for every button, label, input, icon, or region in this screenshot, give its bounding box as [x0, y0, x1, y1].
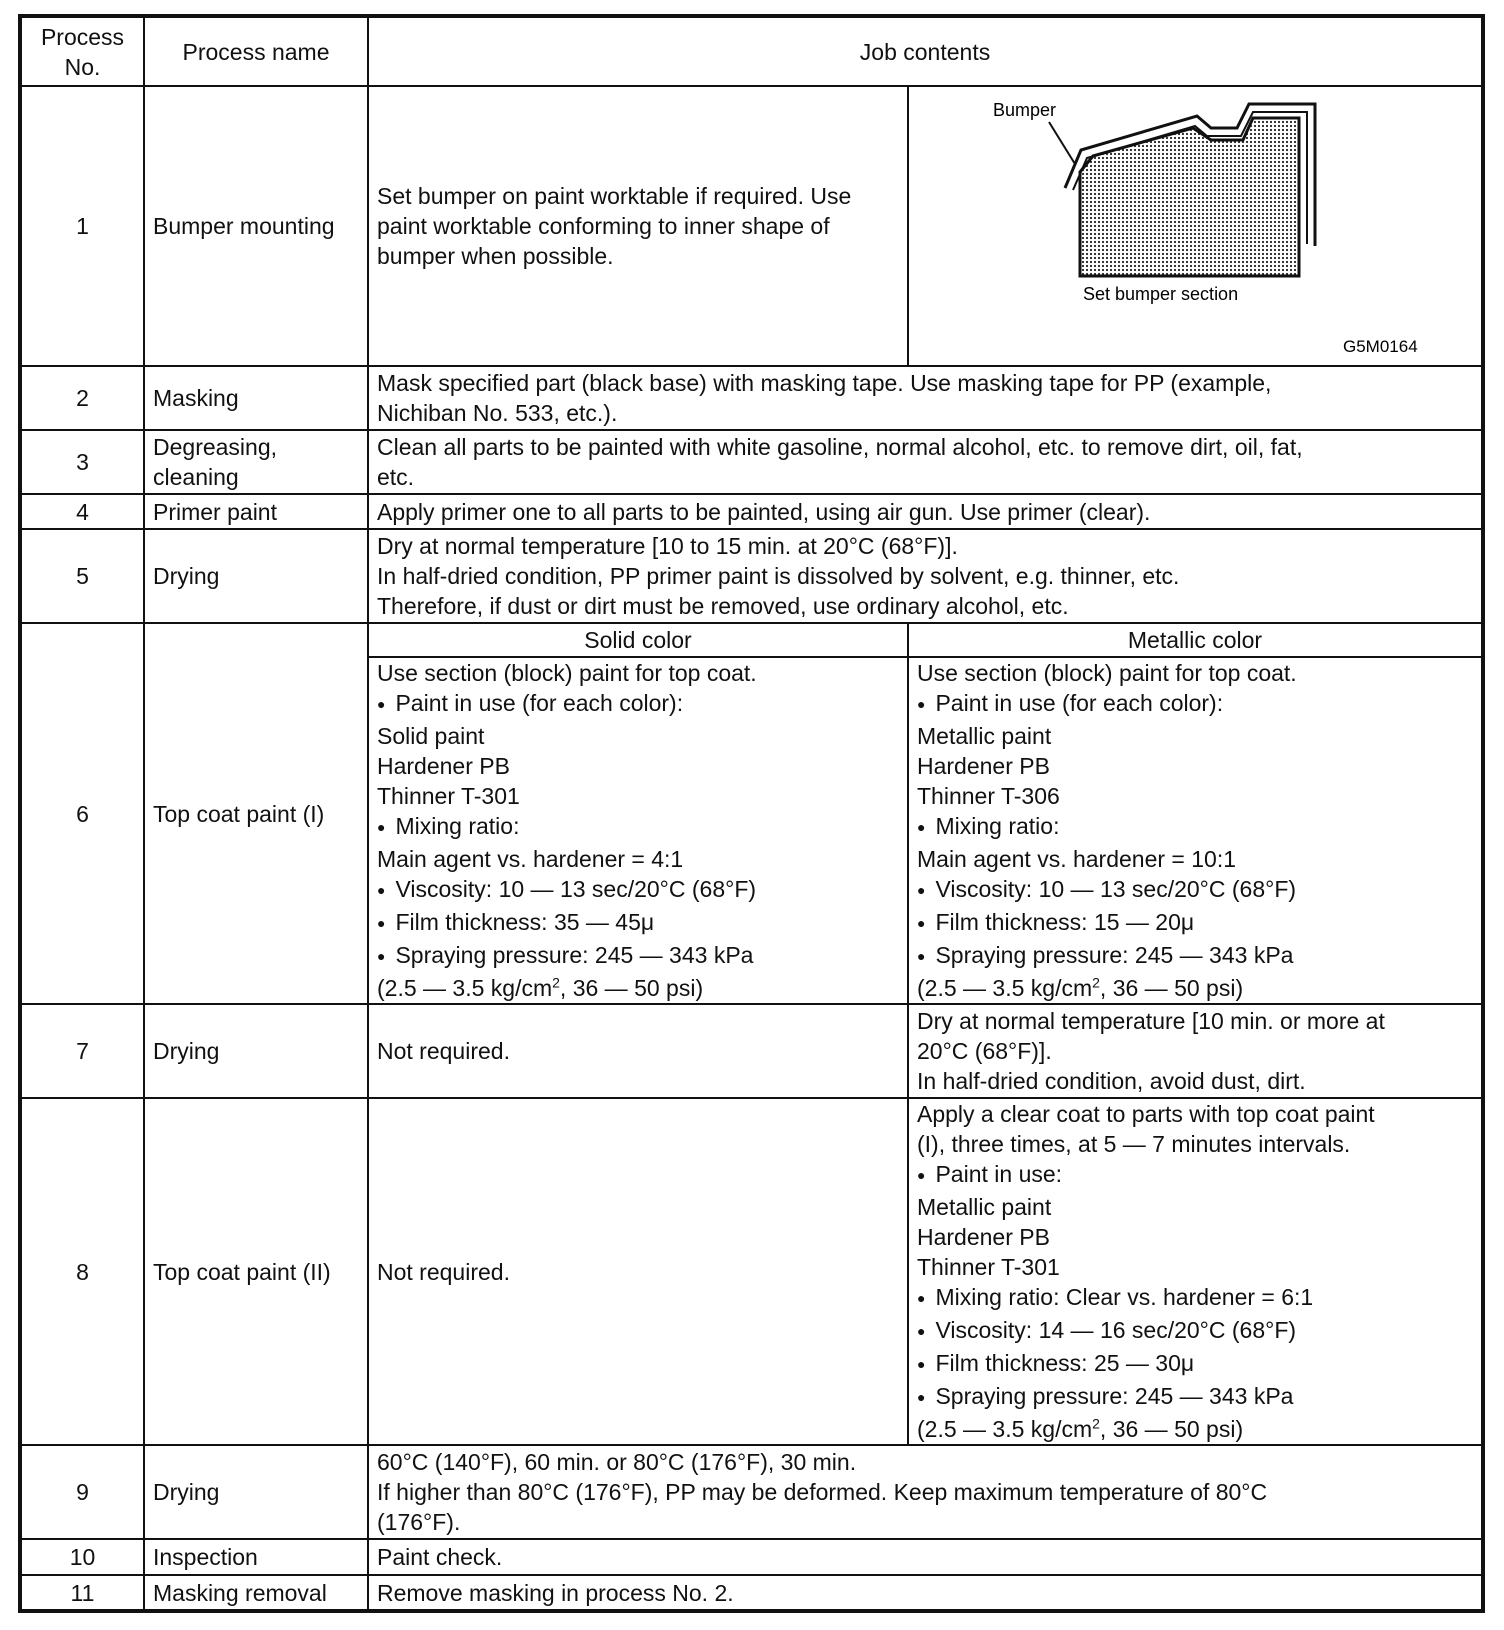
bumper-figure-cell	[908, 86, 1483, 366]
metallic-pressure-sup: 2	[1092, 974, 1100, 991]
row-9-line-3: (176°F).	[377, 1509, 461, 1535]
row-3-no: 3	[20, 430, 144, 494]
row-2-line-1: Mask specified part (black base) with masking tape. Use masking tape for PP (example,	[377, 370, 1272, 396]
table-row	[20, 1445, 1483, 1539]
metallic-color-header: Metallic color	[908, 623, 1483, 657]
header-process-name: Process name	[144, 16, 368, 86]
row-6-metallic	[908, 657, 1483, 1004]
table-row	[20, 366, 1483, 430]
solid-pressure	[377, 973, 899, 1003]
metallic-mixing: ● Mixing ratio:	[917, 811, 1473, 844]
row-5-text	[368, 529, 1483, 623]
row-8-metallic	[908, 1098, 1483, 1445]
row-11-name: Masking removal	[144, 1575, 368, 1611]
row-11-text	[368, 1575, 1483, 1611]
header-process-no-line1: Process	[40, 23, 125, 50]
row-8-mixing: ● Mixing ratio: Clear vs. hardener = 6:1	[917, 1282, 1473, 1315]
solid-color-header: Solid color	[368, 623, 908, 657]
solid-mixing: ● Mixing ratio:	[377, 811, 899, 844]
bumper-label: Bumper	[993, 100, 1057, 120]
metallic-paint-in-use: ● Paint in use (for each color):	[917, 688, 1473, 721]
row-8-spraying: ● Spraying pressure: 245 — 343 kPa	[917, 1381, 1473, 1414]
header-process-no	[20, 16, 144, 86]
row-1-no: 1	[20, 86, 144, 366]
table-row	[20, 1575, 1483, 1611]
set-bumper-section-label: Set bumper section	[1083, 284, 1239, 304]
row-8-film: ● Film thickness: 25 — 30μ	[917, 1348, 1473, 1381]
row-11-line-1: Remove masking in process No. 2.	[377, 1579, 734, 1606]
row-8-no: 8	[20, 1098, 144, 1445]
solid-mixing-value: Main agent vs. hardener = 4:1	[377, 846, 684, 872]
solid-spraying: ● Spraying pressure: 245 — 343 kPa	[377, 940, 899, 973]
table-row	[20, 430, 1483, 494]
row-8-pressure-b: , 36 — 50 psi)	[1099, 1416, 1244, 1442]
row-2-no: 2	[20, 366, 144, 430]
row-6-name: Top coat paint (I)	[144, 623, 368, 1004]
row-3-line-2: etc.	[377, 464, 415, 490]
row-8-paint: Metallic paint	[917, 1194, 1052, 1220]
row-6-no: 6	[20, 623, 144, 1004]
row-5-line-1: Dry at normal temperature [10 to 15 min. at 20°C (68°F)].	[377, 533, 958, 559]
row-2-line-2: Nichiban No. 533, etc.).	[377, 400, 618, 426]
table-row	[20, 1004, 1483, 1098]
row-8-viscosity: ● Viscosity: 14 — 16 sec/20°C (68°F)	[917, 1315, 1473, 1348]
row-5-no: 5	[20, 529, 144, 623]
row-9-text	[368, 1445, 1483, 1539]
row-1-text	[368, 86, 908, 366]
row-8-hardener: Hardener PB	[917, 1224, 1050, 1250]
metallic-hardener: Hardener PB	[917, 753, 1050, 779]
metallic-viscosity: ● Viscosity: 10 — 13 sec/20°C (68°F)	[917, 874, 1473, 907]
row-1-line-3: bumper when possible.	[377, 243, 614, 269]
solid-paint: Solid paint	[377, 723, 485, 749]
row-7-no: 7	[20, 1004, 144, 1098]
solid-thinner: Thinner T-301	[377, 783, 520, 809]
row-4-no: 4	[20, 494, 144, 529]
row-5-line-3: Therefore, if dust or dirt must be removed, use ordinary alcohol, etc.	[377, 593, 1069, 619]
table-row	[20, 494, 1483, 529]
row-7-metallic	[908, 1004, 1483, 1098]
solid-film: ● Film thickness: 35 — 45μ	[377, 907, 899, 940]
solid-pressure-b: , 36 — 50 psi)	[559, 975, 704, 1001]
row-7-metallic-line-2: 20°C (68°F)].	[917, 1038, 1052, 1064]
row-8-pressure-a: (2.5 — 3.5 kg/cm	[917, 1416, 1093, 1442]
metallic-pressure-b: , 36 — 50 psi)	[1099, 975, 1244, 1001]
row-3-name	[144, 430, 368, 494]
solid-pressure-a: (2.5 — 3.5 kg/cm	[377, 975, 553, 1001]
row-8-paint-in-use: ● Paint in use:	[917, 1159, 1473, 1192]
paint-process-table	[18, 14, 1485, 1613]
metallic-pressure	[917, 973, 1473, 1003]
solid-paint-in-use: ● Paint in use (for each color):	[377, 688, 899, 721]
row-3-text	[368, 430, 1483, 494]
solid-pressure-sup: 2	[552, 974, 560, 991]
row-6-solid	[368, 657, 908, 1004]
row-2-text	[368, 366, 1483, 430]
row-3-name-line-1: Degreasing,	[153, 434, 278, 460]
process-table-container	[18, 14, 1481, 1613]
metallic-film: ● Film thickness: 15 — 20μ	[917, 907, 1473, 940]
row-4-name: Primer paint	[144, 494, 368, 529]
figure-code: G5M0164	[1343, 337, 1418, 356]
row-8-intro-2: (I), three times, at 5 — 7 minutes intervals.	[917, 1131, 1351, 1157]
row-7-metallic-line-1: Dry at normal temperature [10 min. or more at	[917, 1008, 1385, 1034]
row-9-name: Drying	[144, 1445, 368, 1539]
row-7-metallic-line-3: In half-dried condition, avoid dust, dirt.	[917, 1068, 1306, 1094]
row-7-name: Drying	[144, 1004, 368, 1098]
row-3-line-1: Clean all parts to be painted with white gasoline, normal alcohol, etc. to remove dirt, oil, fat,	[377, 434, 1303, 460]
bumper-section-figure	[917, 88, 1483, 364]
row-10-name: Inspection	[144, 1539, 368, 1575]
row-8-intro-1: Apply a clear coat to parts with top coat paint	[917, 1101, 1375, 1127]
table-row	[20, 1539, 1483, 1575]
solid-intro: Use section (block) paint for top coat.	[377, 660, 757, 686]
row-9-no: 9	[20, 1445, 144, 1539]
row-7-solid: Not required.	[368, 1004, 908, 1098]
table-row	[20, 529, 1483, 623]
row-8-name: Top coat paint (II)	[144, 1098, 368, 1445]
header-process-no-line2: No.	[64, 53, 101, 80]
header-job-contents: Job contents	[368, 16, 1483, 86]
row-4-text	[368, 494, 1483, 529]
row-11-no: 11	[20, 1575, 144, 1611]
row-9-line-1: 60°C (140°F), 60 min. or 80°C (176°F), 30 min.	[377, 1449, 857, 1475]
row-10-line-1: Paint check.	[377, 1544, 503, 1570]
row-4-line-1: Apply primer one to all parts to be painted, using air gun. Use primer (clear).	[377, 498, 1151, 525]
metallic-mixing-value: Main agent vs. hardener = 10:1	[917, 846, 1237, 872]
row-8-thinner: Thinner T-301	[917, 1254, 1060, 1280]
row-1-line-1: Set bumper on paint worktable if required. Use	[377, 183, 852, 209]
row-10-text	[368, 1539, 1483, 1575]
row-8-solid: Not required.	[368, 1098, 908, 1445]
metallic-pressure-a: (2.5 — 3.5 kg/cm	[917, 975, 1093, 1001]
table-row	[20, 86, 1483, 366]
metallic-paint: Metallic paint	[917, 723, 1052, 749]
metallic-thinner: Thinner T-306	[917, 783, 1060, 809]
table-row	[20, 623, 1483, 657]
table-row	[20, 1098, 1483, 1445]
row-9-line-2: If higher than 80°C (176°F), PP may be deformed. Keep maximum temperature of 80°C	[377, 1479, 1268, 1505]
row-5-line-2: In half-dried condition, PP primer paint is dissolved by solvent, e.g. thinner, etc.	[377, 563, 1180, 589]
row-1-line-2: paint worktable conforming to inner shape of	[377, 213, 830, 239]
row-5-name: Drying	[144, 529, 368, 623]
row-8-pressure	[917, 1414, 1473, 1444]
solid-viscosity: ● Viscosity: 10 — 13 sec/20°C (68°F)	[377, 874, 899, 907]
metallic-spraying: ● Spraying pressure: 245 — 343 kPa	[917, 940, 1473, 973]
row-8-pressure-sup: 2	[1092, 1415, 1100, 1432]
row-3-name-line-2: cleaning	[153, 464, 239, 490]
metallic-intro: Use section (block) paint for top coat.	[917, 660, 1297, 686]
bumper-leader-line	[1049, 122, 1075, 164]
row-1-name: Bumper mounting	[144, 86, 368, 366]
row-10-no: 10	[20, 1539, 144, 1575]
table-header-row	[20, 16, 1483, 86]
solid-hardener: Hardener PB	[377, 753, 510, 779]
row-2-name: Masking	[144, 366, 368, 430]
